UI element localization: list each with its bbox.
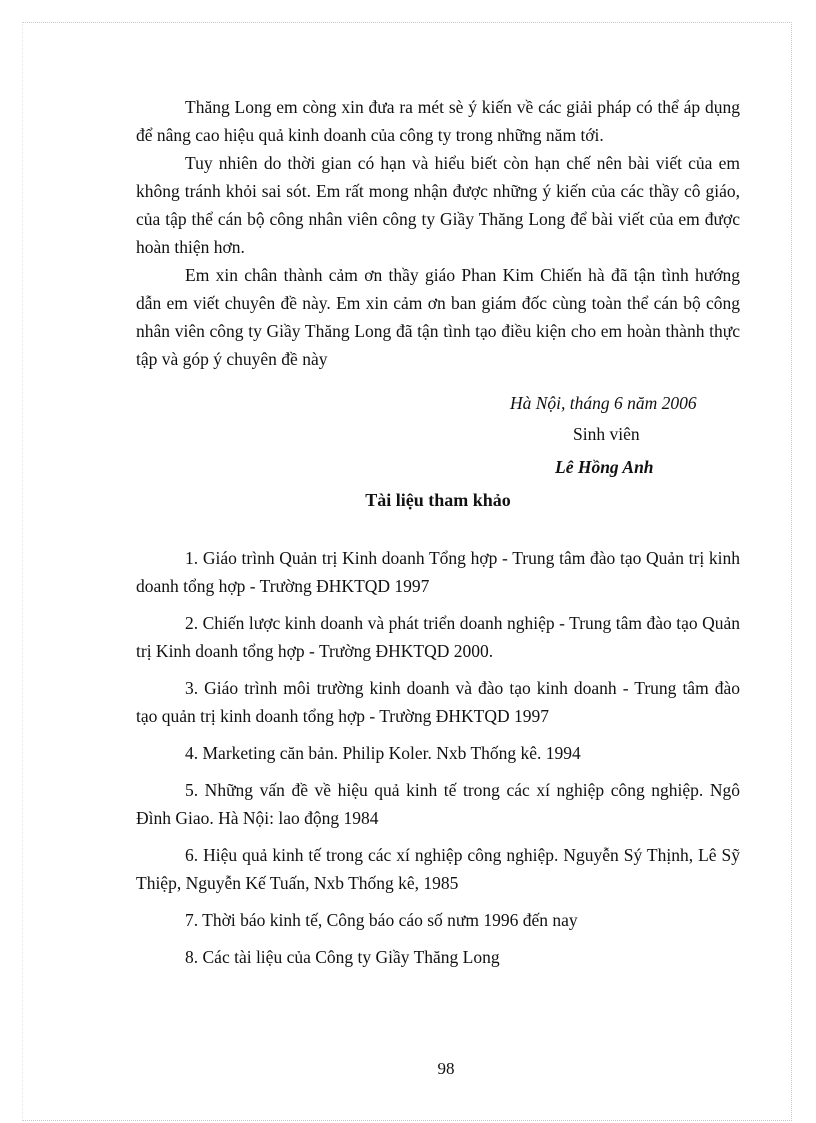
- reference-item-4: 4. Marketing căn bản. Philip Koler. Nxb Thống kê. 1994: [185, 743, 581, 763]
- reference-item-6: 6. Hiệu quả kinh tế trong các xí nghiệp công nghiệp. Nguyễn Sý Thịnh, Lê Sỹ Thiệp, Nguyễn Kế Tuấn, Nxb Thống kê, 1985: [136, 845, 740, 893]
- intro-section: [136, 93, 740, 373]
- reference-item-5: 5. Những vấn đề về hiệu quả kinh tế trong các xí nghiệp công nghiệp. Ngô Đình Giao. Hà Nội: lao động 1984: [136, 780, 740, 828]
- reference-item-1: 1. Giáo trình Quản trị Kinh doanh Tổng hợp - Trung tâm đào tạo Quản trị kinh doanh tổng hợp - Trường ĐHKTQD 1997: [136, 548, 740, 596]
- signature-name: Lê Hồng Anh: [555, 457, 654, 477]
- signature-role: Sinh viên: [573, 424, 640, 444]
- reference-item-7: 7. Thời báo kinh tế, Công báo cáo số nưm 1996 đến nay: [185, 910, 578, 930]
- intro-paragraph-3: Em xin chân thành cảm ơn thầy giáo Phan Kim Chiến hà đã tận tình hướng dẫn em viết chuyên đề này. Em xin cảm ơn ban giám đốc cùng toàn thể cán bộ công nhân viên công ty Giầy Thăng Long đã tận tình tạo điều kiện cho em hoàn thành thực tập và góp ý chuyên đề này: [136, 265, 740, 369]
- reference-item-8: 8. Các tài liệu của Công ty Giầy Thăng Long: [185, 947, 500, 967]
- reference-item-3: 3. Giáo trình môi trường kinh doanh và đào tạo kinh doanh - Trung tâm đào tạo quản trị kinh doanh tổng hợp - Trường ĐHKTQD 1997: [136, 678, 740, 726]
- signature-date: Hà Nội, tháng 6 năm 2006: [510, 393, 697, 413]
- reference-item-2: 2. Chiến lược kinh doanh và phát triển doanh nghiệp - Trung tâm đào tạo Quản trị Kinh doanh tổng hợp - Trường ĐHKTQD 2000.: [136, 613, 740, 661]
- page-number: 98: [437, 1059, 455, 1078]
- intro-paragraph-1: Thăng Long em còng xin đưa ra mét sè ý kiến về các giải pháp có thể áp dụng để nâng cao hiệu quả kinh doanh của công ty trong những năm tới.: [136, 97, 740, 145]
- references-title: Tài liệu tham khảo: [365, 490, 511, 510]
- references-list: [136, 544, 740, 980]
- intro-paragraph-2: Tuy nhiên do thời gian có hạn và hiểu biết còn hạn chế nên bài viết của em không tránh khỏi sai sót. Em rất mong nhận được những ý kiến của các thầy cô giáo, của tập thể cán bộ công nhân viên công ty Giầy Thăng Long để bài viết của em được hoàn thiện hơn.: [136, 153, 740, 257]
